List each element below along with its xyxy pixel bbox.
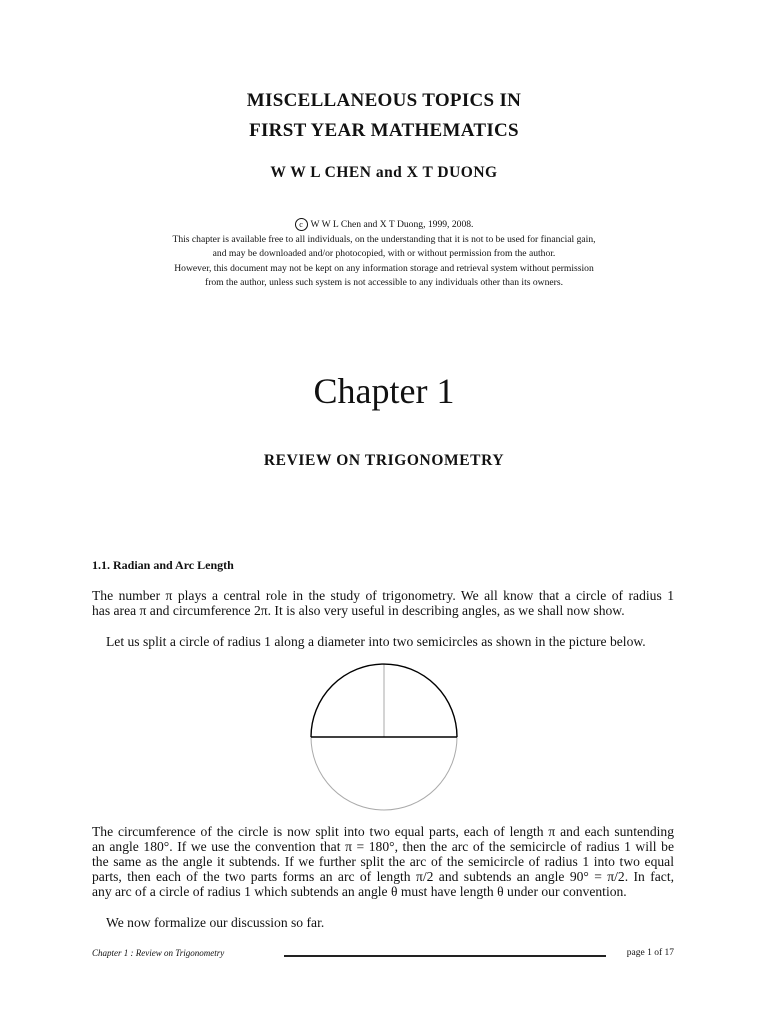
paragraph-4: We now formalize our discussion so far. (106, 915, 325, 930)
paragraph-2: Let us split a circle of radius 1 along a diameter into two semicircles as shown in the picture below. (106, 634, 646, 649)
copyright-icon: c (295, 218, 308, 231)
paragraph-3-line-1: The circumference of the circle is now split into two equal parts, each of length π and each suntending (92, 824, 674, 839)
copyright-line-5: from the author, unless such system is not accessible to any individuals other than its owners. (205, 277, 563, 288)
section-heading: 1.1. Radian and Arc Length (92, 558, 234, 572)
document-title-line-1: MISCELLANEOUS TOPICS IN (246, 90, 522, 111)
copyright-line-2: This chapter is available free to all individuals, on the understanding that it is not to be used for financial gain, (172, 233, 596, 245)
copyright-notice (0, 218, 768, 291)
paragraph-1-line-1: The number π plays a central role in the study of trigonometry. We all know that a circle of radius 1 (92, 588, 674, 603)
copyright-line-1: c W W L Chen and X T Duong, 1999, 2008. (0, 218, 768, 233)
lower-semicircle-arc (311, 737, 457, 810)
copyright-line-3: and may be downloaded and/or photocopied, with or without permission from the author. (212, 248, 556, 259)
paragraph-3-line-3: the same as the angle it subtends. If we further split the arc of the semicircle of radius 1 into two equal (92, 854, 674, 869)
paragraph-1-line-2: has area π and circumference 2π. It is also very useful in describing angles, as we shall now show. (92, 603, 625, 618)
chapter-heading: Chapter 1 (313, 371, 455, 411)
document-title-line-2: FIRST YEAR MATHEMATICS (249, 120, 519, 141)
authors: W W L CHEN and X T DUONG (270, 164, 498, 181)
footer-chapter-label: Chapter 1 : Review on Trigonometry (92, 948, 225, 958)
footer-rule (284, 955, 606, 957)
semicircle-diagram (300, 655, 470, 825)
page-number: page 1 of 17 (626, 948, 674, 958)
paragraph-3-line-5: any arc of a circle of radius 1 which subtends an angle θ must have length θ under our convention. (92, 884, 627, 899)
paragraph-3-line-2: an angle 180°. If we use the convention that π = 180°, then the arc of the semicircle of radius 1 will be (92, 839, 674, 854)
copyright-line-4: However, this document may not be kept on any information storage and retrieval system without permission (174, 262, 594, 274)
paragraph-3-line-4: parts, then each of the two parts forms an arc of length π/2 and subtends an angle 90° = π/2. In fact, (92, 869, 674, 884)
chapter-title: REVIEW ON TRIGONOMETRY (263, 452, 505, 469)
